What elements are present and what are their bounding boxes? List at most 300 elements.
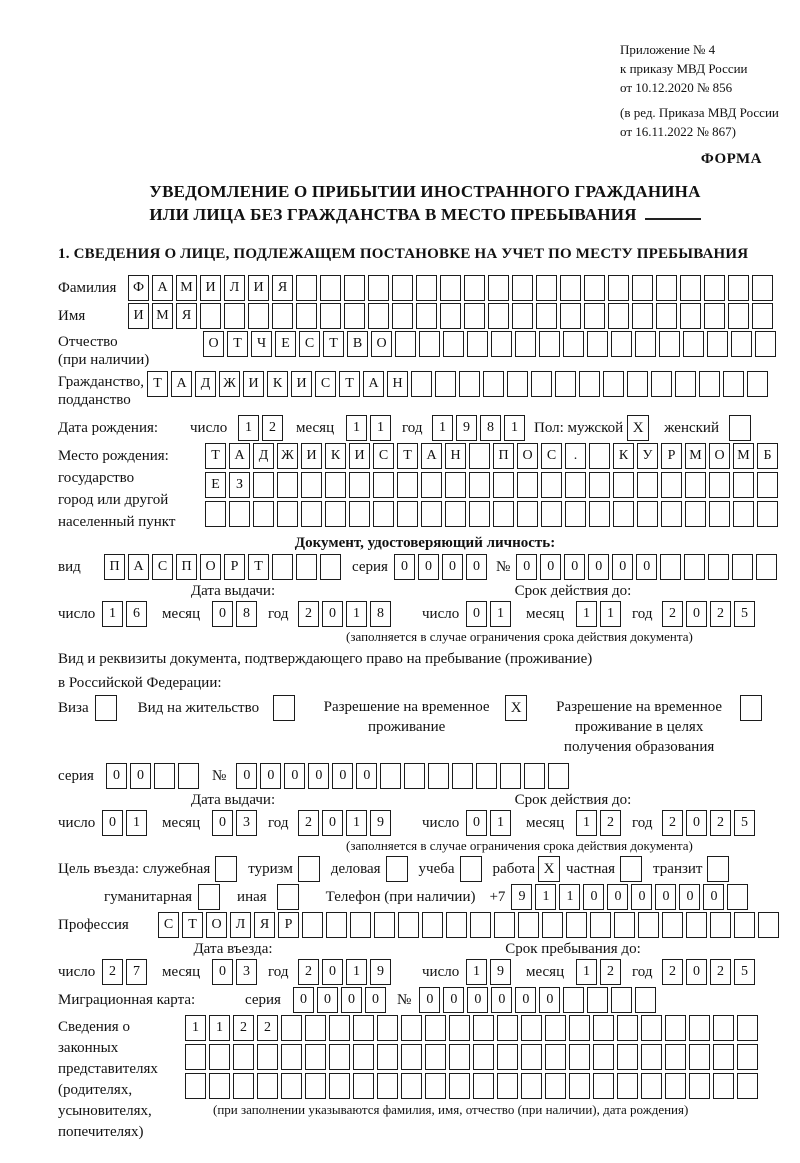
form-cell[interactable]: Т <box>323 331 344 357</box>
form-cell[interactable] <box>401 1073 422 1099</box>
form-cell[interactable]: 0 <box>588 554 609 580</box>
form-cell[interactable] <box>209 1073 230 1099</box>
form-cell[interactable] <box>756 554 777 580</box>
form-cell[interactable] <box>353 1044 374 1070</box>
form-cell[interactable] <box>608 275 629 301</box>
form-cell[interactable] <box>713 1044 734 1070</box>
form-cell[interactable] <box>708 554 729 580</box>
form-cell[interactable]: П <box>176 554 197 580</box>
form-cell[interactable] <box>425 1073 446 1099</box>
form-cell[interactable] <box>587 987 608 1013</box>
form-cell[interactable] <box>473 1015 494 1041</box>
form-cell[interactable] <box>555 371 576 397</box>
form-cell[interactable] <box>660 554 681 580</box>
form-cell[interactable] <box>421 501 442 527</box>
form-cell[interactable]: А <box>171 371 192 397</box>
form-cell[interactable] <box>185 1044 206 1070</box>
form-cell[interactable] <box>709 472 730 498</box>
form-cell[interactable]: 9 <box>370 810 391 836</box>
form-cell[interactable] <box>445 501 466 527</box>
form-cell[interactable]: 2 <box>233 1015 254 1041</box>
form-cell[interactable] <box>493 501 514 527</box>
form-cell[interactable]: С <box>315 371 336 397</box>
form-cell[interactable] <box>425 1044 446 1070</box>
form-cell[interactable] <box>397 472 418 498</box>
form-cell[interactable] <box>656 303 677 329</box>
form-cell[interactable] <box>737 1015 758 1041</box>
form-cell[interactable] <box>728 303 749 329</box>
form-cell[interactable] <box>632 303 653 329</box>
form-cell[interactable] <box>627 371 648 397</box>
form-cell[interactable]: И <box>301 443 322 469</box>
form-cell[interactable]: 0 <box>317 987 338 1013</box>
form-cell[interactable]: 0 <box>686 601 707 627</box>
form-cell[interactable]: 0 <box>467 987 488 1013</box>
form-cell[interactable]: 0 <box>540 554 561 580</box>
form-cell[interactable] <box>611 987 632 1013</box>
form-cell[interactable] <box>507 371 528 397</box>
form-cell[interactable] <box>737 1044 758 1070</box>
form-cell[interactable] <box>377 1073 398 1099</box>
form-cell[interactable]: 0 <box>655 884 676 910</box>
form-cell[interactable] <box>589 443 610 469</box>
form-cell[interactable] <box>416 275 437 301</box>
form-cell[interactable]: 0 <box>130 763 151 789</box>
form-cell[interactable] <box>476 763 497 789</box>
form-cell[interactable] <box>521 1015 542 1041</box>
form-cell[interactable] <box>689 1073 710 1099</box>
form-cell[interactable] <box>320 303 341 329</box>
form-cell[interactable]: Я <box>272 275 293 301</box>
form-cell[interactable]: 0 <box>491 987 512 1013</box>
form-cell[interactable]: 1 <box>490 601 511 627</box>
form-cell[interactable] <box>685 472 706 498</box>
form-cell[interactable]: 0 <box>322 601 343 627</box>
form-cell[interactable]: К <box>325 443 346 469</box>
form-cell[interactable] <box>593 1015 614 1041</box>
form-cell[interactable]: Ф <box>128 275 149 301</box>
form-cell[interactable] <box>563 331 584 357</box>
form-cell[interactable] <box>565 472 586 498</box>
form-cell[interactable] <box>281 1073 302 1099</box>
form-cell[interactable] <box>589 472 610 498</box>
form-cell[interactable] <box>349 501 370 527</box>
form-cell[interactable] <box>397 501 418 527</box>
form-cell[interactable]: 0 <box>679 884 700 910</box>
form-cell[interactable] <box>425 1015 446 1041</box>
form-cell[interactable] <box>587 331 608 357</box>
form-cell[interactable]: С <box>158 912 179 938</box>
form-cell[interactable]: 8 <box>370 601 391 627</box>
form-cell[interactable]: Т <box>397 443 418 469</box>
form-cell[interactable]: О <box>517 443 538 469</box>
form-cell[interactable]: С <box>373 443 394 469</box>
form-cell[interactable] <box>731 331 752 357</box>
form-cell[interactable] <box>641 1044 662 1070</box>
form-cell[interactable]: 0 <box>236 763 257 789</box>
form-cell[interactable]: Д <box>195 371 216 397</box>
form-cell[interactable]: И <box>128 303 149 329</box>
form-cell[interactable]: И <box>349 443 370 469</box>
form-cell[interactable]: 0 <box>212 601 233 627</box>
form-cell[interactable] <box>613 501 634 527</box>
form-cell[interactable]: 0 <box>284 763 305 789</box>
form-cell[interactable] <box>296 554 317 580</box>
form-cell[interactable]: П <box>493 443 514 469</box>
form-cell[interactable]: 2 <box>262 415 283 441</box>
form-cell[interactable]: 3 <box>236 810 257 836</box>
form-cell[interactable]: 5 <box>734 959 755 985</box>
form-cell[interactable] <box>641 1073 662 1099</box>
purpose-business-checkbox[interactable] <box>386 856 408 882</box>
form-cell[interactable]: Т <box>339 371 360 397</box>
form-cell[interactable] <box>675 371 696 397</box>
form-cell[interactable] <box>488 303 509 329</box>
form-cell[interactable] <box>637 501 658 527</box>
form-cell[interactable] <box>584 275 605 301</box>
form-cell[interactable] <box>469 472 490 498</box>
purpose-official-checkbox[interactable] <box>215 856 237 882</box>
form-cell[interactable]: 5 <box>734 810 755 836</box>
form-cell[interactable] <box>723 371 744 397</box>
form-cell[interactable]: К <box>613 443 634 469</box>
form-cell[interactable]: 0 <box>418 554 439 580</box>
form-cell[interactable] <box>613 472 634 498</box>
form-cell[interactable] <box>524 763 545 789</box>
form-cell[interactable] <box>257 1073 278 1099</box>
form-cell[interactable]: 0 <box>539 987 560 1013</box>
form-cell[interactable]: 0 <box>466 601 487 627</box>
form-cell[interactable]: Н <box>445 443 466 469</box>
form-cell[interactable] <box>517 472 538 498</box>
form-cell[interactable]: 2 <box>662 959 683 985</box>
form-cell[interactable] <box>353 1073 374 1099</box>
form-cell[interactable]: С <box>541 443 562 469</box>
form-cell[interactable]: Т <box>205 443 226 469</box>
form-cell[interactable] <box>404 763 425 789</box>
form-cell[interactable]: 0 <box>394 554 415 580</box>
form-cell[interactable]: К <box>267 371 288 397</box>
form-cell[interactable] <box>435 371 456 397</box>
form-cell[interactable] <box>329 1044 350 1070</box>
form-cell[interactable]: 1 <box>559 884 580 910</box>
form-cell[interactable]: М <box>176 275 197 301</box>
form-cell[interactable]: И <box>291 371 312 397</box>
form-cell[interactable]: У <box>637 443 658 469</box>
form-cell[interactable] <box>752 275 773 301</box>
form-cell[interactable]: М <box>152 303 173 329</box>
form-cell[interactable]: 0 <box>322 959 343 985</box>
form-cell[interactable]: 0 <box>607 884 628 910</box>
form-cell[interactable] <box>727 884 748 910</box>
purpose-other-checkbox[interactable] <box>277 884 299 910</box>
form-cell[interactable] <box>747 371 768 397</box>
form-cell[interactable]: Д <box>253 443 274 469</box>
form-cell[interactable] <box>683 331 704 357</box>
form-cell[interactable] <box>329 1073 350 1099</box>
form-cell[interactable]: 2 <box>298 601 319 627</box>
form-cell[interactable]: 0 <box>308 763 329 789</box>
form-cell[interactable]: 8 <box>480 415 501 441</box>
form-cell[interactable] <box>440 275 461 301</box>
form-cell[interactable] <box>665 1044 686 1070</box>
form-cell[interactable] <box>154 763 175 789</box>
form-cell[interactable]: 1 <box>466 959 487 985</box>
form-cell[interactable]: 1 <box>600 601 621 627</box>
form-cell[interactable] <box>590 912 611 938</box>
form-cell[interactable]: 2 <box>662 810 683 836</box>
form-cell[interactable]: 0 <box>686 959 707 985</box>
form-cell[interactable] <box>467 331 488 357</box>
form-cell[interactable] <box>541 501 562 527</box>
form-cell[interactable]: О <box>371 331 392 357</box>
form-cell[interactable]: 9 <box>511 884 532 910</box>
form-cell[interactable] <box>205 501 226 527</box>
form-cell[interactable] <box>497 1015 518 1041</box>
form-cell[interactable]: Ч <box>251 331 272 357</box>
form-cell[interactable]: 7 <box>126 959 147 985</box>
form-cell[interactable] <box>272 303 293 329</box>
form-cell[interactable]: 0 <box>583 884 604 910</box>
form-cell[interactable]: 2 <box>298 959 319 985</box>
form-cell[interactable] <box>603 371 624 397</box>
form-cell[interactable]: 0 <box>703 884 724 910</box>
form-cell[interactable] <box>469 501 490 527</box>
form-cell[interactable]: 1 <box>576 601 597 627</box>
form-cell[interactable] <box>178 763 199 789</box>
form-cell[interactable] <box>548 763 569 789</box>
form-cell[interactable] <box>593 1044 614 1070</box>
form-cell[interactable] <box>665 1073 686 1099</box>
form-cell[interactable] <box>445 472 466 498</box>
purpose-humanitarian-checkbox[interactable] <box>198 884 220 910</box>
form-cell[interactable] <box>542 912 563 938</box>
form-cell[interactable] <box>493 472 514 498</box>
form-cell[interactable]: 1 <box>238 415 259 441</box>
form-cell[interactable] <box>374 912 395 938</box>
form-cell[interactable]: Е <box>205 472 226 498</box>
form-cell[interactable] <box>680 303 701 329</box>
form-cell[interactable] <box>421 472 442 498</box>
form-cell[interactable]: 0 <box>322 810 343 836</box>
form-cell[interactable] <box>281 1044 302 1070</box>
form-cell[interactable] <box>497 1073 518 1099</box>
form-cell[interactable]: 1 <box>490 810 511 836</box>
form-cell[interactable] <box>734 912 755 938</box>
form-cell[interactable] <box>464 303 485 329</box>
form-cell[interactable] <box>296 303 317 329</box>
form-cell[interactable] <box>515 331 536 357</box>
form-cell[interactable]: 1 <box>209 1015 230 1041</box>
form-cell[interactable] <box>368 275 389 301</box>
form-cell[interactable] <box>733 472 754 498</box>
form-cell[interactable] <box>589 501 610 527</box>
form-cell[interactable]: С <box>299 331 320 357</box>
form-cell[interactable] <box>651 371 672 397</box>
form-cell[interactable] <box>380 763 401 789</box>
purpose-transit-checkbox[interactable] <box>707 856 729 882</box>
form-cell[interactable] <box>368 303 389 329</box>
form-cell[interactable]: 9 <box>370 959 391 985</box>
form-cell[interactable] <box>277 472 298 498</box>
form-cell[interactable] <box>545 1015 566 1041</box>
form-cell[interactable] <box>277 501 298 527</box>
form-cell[interactable] <box>422 912 443 938</box>
form-cell[interactable]: 0 <box>365 987 386 1013</box>
form-cell[interactable]: 1 <box>432 415 453 441</box>
form-cell[interactable]: 1 <box>346 810 367 836</box>
form-cell[interactable]: 2 <box>600 959 621 985</box>
form-cell[interactable]: 3 <box>236 959 257 985</box>
form-cell[interactable] <box>560 303 581 329</box>
form-cell[interactable]: Т <box>147 371 168 397</box>
form-cell[interactable]: Н <box>387 371 408 397</box>
form-cell[interactable]: О <box>203 331 224 357</box>
form-cell[interactable]: 0 <box>564 554 585 580</box>
sex-male-checkbox[interactable]: X <box>627 415 649 441</box>
form-cell[interactable]: Т <box>248 554 269 580</box>
form-cell[interactable]: 1 <box>346 959 367 985</box>
form-cell[interactable] <box>518 912 539 938</box>
form-cell[interactable] <box>737 1073 758 1099</box>
form-cell[interactable]: 9 <box>456 415 477 441</box>
form-cell[interactable] <box>233 1044 254 1070</box>
form-cell[interactable] <box>680 275 701 301</box>
form-cell[interactable] <box>632 275 653 301</box>
form-cell[interactable]: 0 <box>466 810 487 836</box>
form-cell[interactable] <box>185 1073 206 1099</box>
sex-female-checkbox[interactable] <box>729 415 751 441</box>
form-cell[interactable]: 0 <box>293 987 314 1013</box>
form-cell[interactable] <box>373 472 394 498</box>
form-cell[interactable]: И <box>243 371 264 397</box>
form-cell[interactable]: Я <box>176 303 197 329</box>
form-cell[interactable] <box>689 1015 710 1041</box>
form-cell[interactable] <box>350 912 371 938</box>
form-cell[interactable] <box>329 1015 350 1041</box>
form-cell[interactable] <box>752 303 773 329</box>
form-cell[interactable] <box>733 501 754 527</box>
form-cell[interactable]: С <box>152 554 173 580</box>
form-cell[interactable]: . <box>565 443 586 469</box>
form-cell[interactable] <box>200 303 221 329</box>
form-cell[interactable]: 6 <box>126 601 147 627</box>
form-cell[interactable]: П <box>104 554 125 580</box>
form-cell[interactable]: 1 <box>126 810 147 836</box>
form-cell[interactable] <box>253 472 274 498</box>
form-cell[interactable]: Л <box>224 275 245 301</box>
form-cell[interactable]: Е <box>275 331 296 357</box>
form-cell[interactable] <box>617 1073 638 1099</box>
form-cell[interactable] <box>377 1044 398 1070</box>
form-cell[interactable] <box>569 1044 590 1070</box>
form-cell[interactable] <box>443 331 464 357</box>
form-cell[interactable] <box>757 472 778 498</box>
form-cell[interactable]: 0 <box>419 987 440 1013</box>
form-cell[interactable]: 1 <box>535 884 556 910</box>
form-cell[interactable]: 0 <box>636 554 657 580</box>
form-cell[interactable]: Б <box>757 443 778 469</box>
form-cell[interactable] <box>611 331 632 357</box>
form-cell[interactable]: 0 <box>212 959 233 985</box>
form-cell[interactable] <box>689 1044 710 1070</box>
purpose-work-checkbox[interactable]: X <box>538 856 560 882</box>
form-cell[interactable] <box>272 554 293 580</box>
form-cell[interactable] <box>638 912 659 938</box>
form-cell[interactable]: 1 <box>346 415 367 441</box>
form-cell[interactable] <box>755 331 776 357</box>
form-cell[interactable] <box>521 1073 542 1099</box>
form-cell[interactable]: 0 <box>515 987 536 1013</box>
purpose-private-checkbox[interactable] <box>620 856 642 882</box>
form-cell[interactable] <box>565 501 586 527</box>
form-cell[interactable]: Р <box>224 554 245 580</box>
form-cell[interactable] <box>473 1044 494 1070</box>
form-cell[interactable] <box>449 1044 470 1070</box>
form-cell[interactable]: Ж <box>219 371 240 397</box>
temp-residence-checkbox[interactable]: X <box>505 695 527 721</box>
form-cell[interactable] <box>257 1044 278 1070</box>
form-cell[interactable] <box>305 1073 326 1099</box>
form-cell[interactable]: 1 <box>576 959 597 985</box>
form-cell[interactable] <box>608 303 629 329</box>
form-cell[interactable] <box>209 1044 230 1070</box>
form-cell[interactable] <box>709 501 730 527</box>
form-cell[interactable]: 9 <box>490 959 511 985</box>
form-cell[interactable] <box>296 275 317 301</box>
temp-residence-edu-checkbox[interactable] <box>740 695 762 721</box>
form-cell[interactable] <box>531 371 552 397</box>
form-cell[interactable]: 0 <box>443 987 464 1013</box>
form-cell[interactable] <box>545 1073 566 1099</box>
form-cell[interactable]: 1 <box>504 415 525 441</box>
form-cell[interactable] <box>325 472 346 498</box>
form-cell[interactable]: А <box>229 443 250 469</box>
form-cell[interactable] <box>732 554 753 580</box>
form-cell[interactable] <box>536 275 557 301</box>
form-cell[interactable] <box>517 501 538 527</box>
form-cell[interactable] <box>353 1015 374 1041</box>
form-cell[interactable]: Т <box>227 331 248 357</box>
form-cell[interactable] <box>224 303 245 329</box>
form-cell[interactable] <box>539 331 560 357</box>
form-cell[interactable]: 2 <box>710 601 731 627</box>
form-cell[interactable] <box>470 912 491 938</box>
form-cell[interactable] <box>416 303 437 329</box>
form-cell[interactable] <box>320 275 341 301</box>
form-cell[interactable] <box>699 371 720 397</box>
form-cell[interactable] <box>401 1015 422 1041</box>
form-cell[interactable] <box>491 331 512 357</box>
form-cell[interactable] <box>593 1073 614 1099</box>
form-cell[interactable] <box>563 987 584 1013</box>
purpose-tourism-checkbox[interactable] <box>298 856 320 882</box>
form-cell[interactable] <box>635 331 656 357</box>
form-cell[interactable] <box>686 912 707 938</box>
form-cell[interactable]: Р <box>661 443 682 469</box>
form-cell[interactable] <box>569 1073 590 1099</box>
form-cell[interactable] <box>728 275 749 301</box>
form-cell[interactable] <box>349 472 370 498</box>
form-cell[interactable] <box>662 912 683 938</box>
form-cell[interactable]: 0 <box>442 554 463 580</box>
form-cell[interactable] <box>512 275 533 301</box>
form-cell[interactable] <box>569 1015 590 1041</box>
form-cell[interactable] <box>411 371 432 397</box>
form-cell[interactable] <box>545 1044 566 1070</box>
form-cell[interactable]: 0 <box>356 763 377 789</box>
form-cell[interactable]: 0 <box>612 554 633 580</box>
